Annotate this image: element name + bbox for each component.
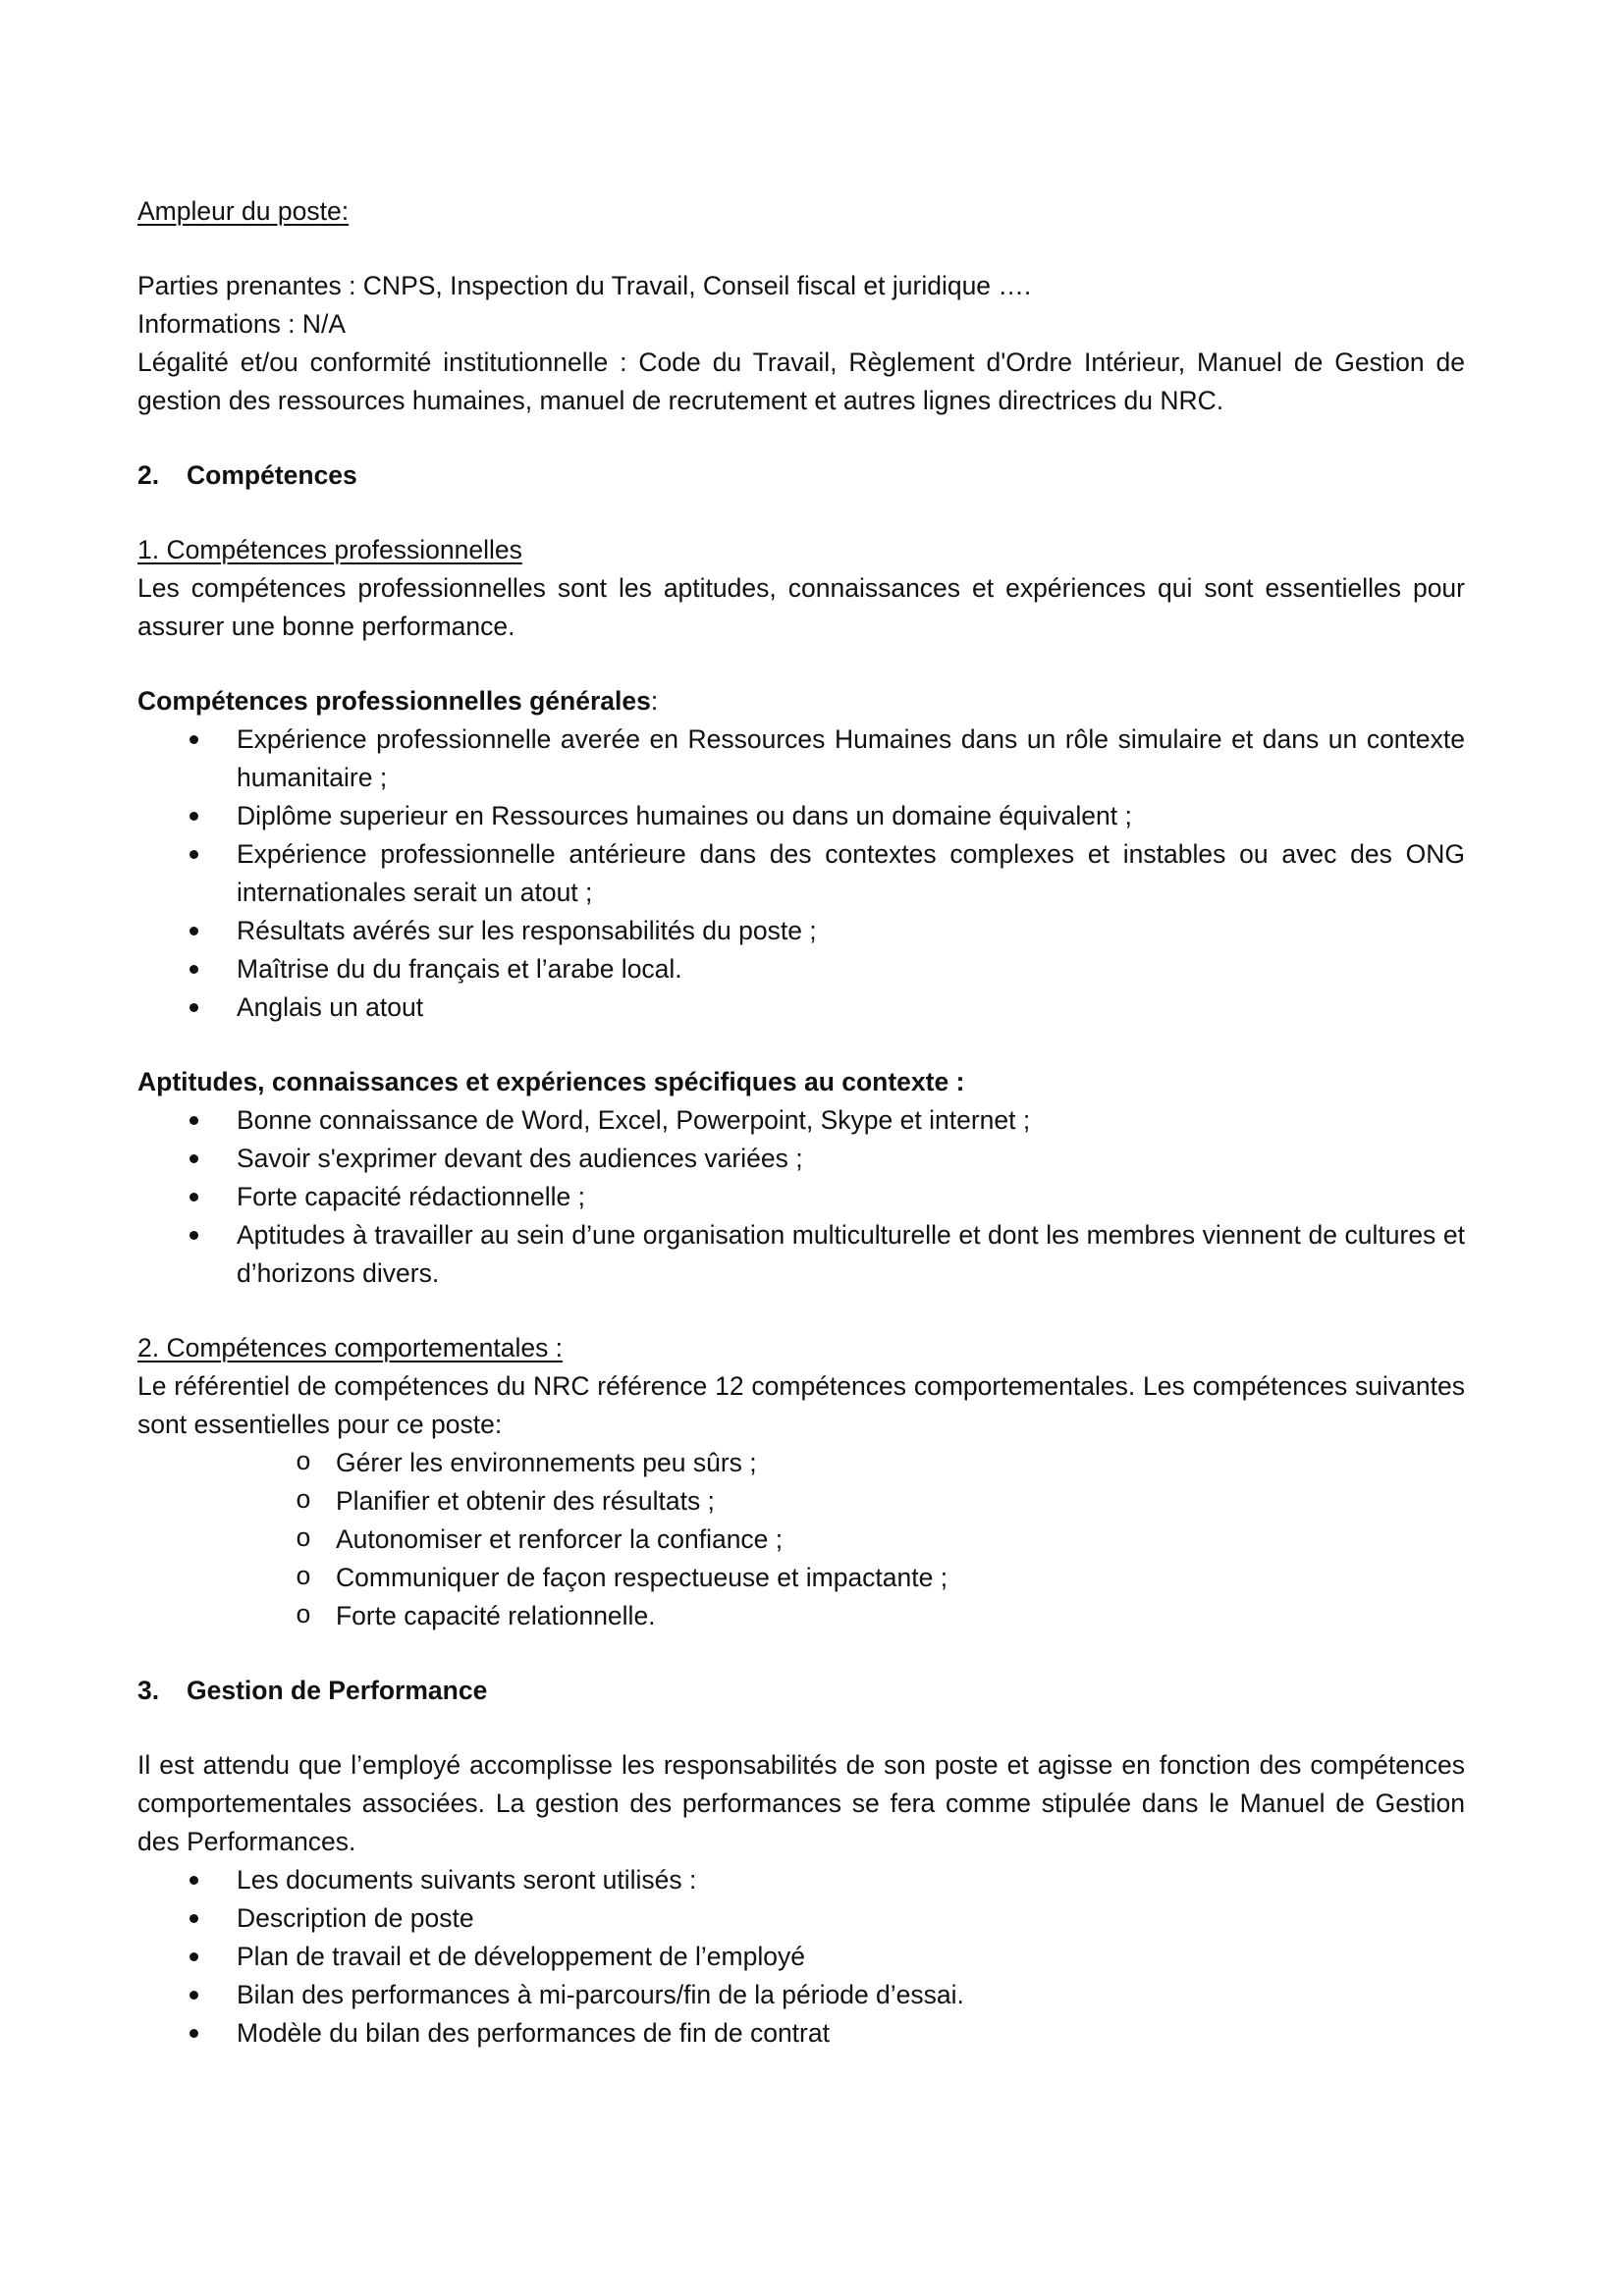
bullet-icon xyxy=(189,1003,198,1012)
list-item-text: Anglais un atout xyxy=(237,992,424,1022)
list-item-text: Forte capacité relationnelle. xyxy=(336,1601,656,1630)
specific-competences-label: Aptitudes, connaissances et expériences spécifiques au contexte : xyxy=(137,1067,965,1096)
behavioural-competences-heading: 2. Compétences comportementales : xyxy=(137,1333,564,1362)
bullet-icon xyxy=(189,1952,198,1961)
list-item xyxy=(137,1899,1465,1938)
bullet-icon xyxy=(189,735,198,744)
spacer xyxy=(137,646,1465,682)
list-item xyxy=(137,2014,1465,2053)
section-2-number: 2. xyxy=(137,460,160,490)
general-competences-label-text: Compétences professionnelles générales xyxy=(137,686,651,716)
general-competences-colon: : xyxy=(650,686,659,716)
list-item xyxy=(137,1482,1465,1521)
list-item xyxy=(137,797,1465,835)
list-item-text: Expérience professionnelle antérieure dans des contextes complexes et instables ou avec des ONG internationales serait un atout ; xyxy=(237,839,1465,907)
list-item xyxy=(137,1938,1465,1976)
list-item-text: Aptitudes à travailler au sein d’une organisation multiculturelle et dont les membres viennent de cultures et d’horizons divers. xyxy=(237,1220,1465,1288)
bullet-icon xyxy=(189,1914,198,1923)
list-item-text: Savoir s'exprimer devant des audiences variées ; xyxy=(237,1144,803,1173)
behavioural-competences-intro: Le référentiel de compétences du NRC référence 12 compétences comportementales. Les compétences suivantes sont essentielles pour ce poste: xyxy=(137,1371,1465,1439)
list-item-text: Communiquer de façon respectueuse et impactante ; xyxy=(336,1563,948,1592)
spacer xyxy=(137,1027,1465,1063)
bullet-icon xyxy=(189,1231,198,1240)
bullet-icon xyxy=(189,927,198,935)
circle-bullet-icon: o xyxy=(296,1563,311,1592)
circle-bullet-icon: o xyxy=(296,1524,311,1554)
spacer xyxy=(137,1635,1465,1672)
section-2-heading xyxy=(137,456,1465,495)
section-3-number: 3. xyxy=(137,1676,160,1705)
spacer xyxy=(137,495,1465,531)
circle-bullet-icon: o xyxy=(296,1601,311,1630)
professional-competences-heading: 1. Compétences professionnelles xyxy=(137,535,522,564)
list-item xyxy=(137,835,1465,912)
list-item-text: Diplôme superieur en Ressources humaines ou dans un domaine équivalent ; xyxy=(237,801,1132,830)
bullet-icon xyxy=(189,1154,198,1163)
scope-line-information: Informations : N/A xyxy=(137,309,347,339)
bullet-icon xyxy=(189,1876,198,1885)
list-item xyxy=(137,1861,1465,1899)
list-item-text: Résultats avérés sur les responsabilités du poste ; xyxy=(237,916,817,945)
performance-documents-list xyxy=(137,1861,1465,2053)
document-page xyxy=(137,192,1465,2053)
scope-line-stakeholders: Parties prenantes : CNPS, Inspection du Travail, Conseil fiscal et juridique …. xyxy=(137,271,1032,300)
section-3-title: Gestion de Performance xyxy=(187,1676,488,1705)
circle-bullet-icon: o xyxy=(296,1448,311,1477)
list-item xyxy=(137,1521,1465,1559)
scope-heading: Ampleur du poste: xyxy=(137,196,350,226)
list-item xyxy=(137,1559,1465,1597)
list-item xyxy=(137,950,1465,988)
bullet-icon xyxy=(189,1193,198,1201)
performance-intro: Il est attendu que l’employé accomplisse les responsabilités de son poste et agisse en fonction des compétences comportementales associées. La gestion des performances se fera comme stipulée dans le Manuel de Gestion des Performances. xyxy=(137,1750,1465,1856)
spacer xyxy=(137,1293,1465,1329)
general-competences-list xyxy=(137,721,1465,1027)
list-item xyxy=(137,1178,1465,1216)
list-item-text: Planifier et obtenir des résultats ; xyxy=(336,1486,715,1516)
bullet-icon xyxy=(189,850,198,859)
spacer xyxy=(137,231,1465,267)
bullet-icon xyxy=(189,2029,198,2038)
section-3-heading xyxy=(137,1672,1465,1710)
bullet-icon xyxy=(189,965,198,974)
circle-bullet-icon: o xyxy=(296,1486,311,1516)
list-item-text: Bonne connaissance de Word, Excel, Powerpoint, Skype et internet ; xyxy=(237,1105,1031,1135)
list-item xyxy=(137,1444,1465,1482)
list-item xyxy=(137,912,1465,950)
list-item-text: Description de poste xyxy=(237,1903,474,1933)
list-item xyxy=(137,988,1465,1027)
list-item xyxy=(137,721,1465,797)
list-item-text: Maîtrise du du français et l’arabe local. xyxy=(237,954,682,984)
list-item xyxy=(137,1140,1465,1178)
behavioural-competences-list xyxy=(137,1444,1465,1635)
bullet-icon xyxy=(189,812,198,821)
professional-competences-intro: Les compétences professionnelles sont les aptitudes, connaissances et expériences qui sont essentielles pour assurer une bonne performance. xyxy=(137,573,1465,641)
list-item-text: Autonomiser et renforcer la confiance ; xyxy=(336,1524,784,1554)
list-item-text: Bilan des performances à mi-parcours/fin de la période d’essai. xyxy=(237,1980,964,2009)
bullet-icon xyxy=(189,1991,198,2000)
list-item xyxy=(137,1976,1465,2014)
bullet-icon xyxy=(189,1116,198,1125)
section-2-title: Compétences xyxy=(187,460,357,490)
list-item-text: Forte capacité rédactionnelle ; xyxy=(237,1182,586,1211)
spacer xyxy=(137,420,1465,456)
general-competences-label xyxy=(137,682,1465,721)
list-item-text: Plan de travail et de développement de l’employé xyxy=(237,1942,805,1971)
list-item xyxy=(137,1101,1465,1140)
list-item-text: Gérer les environnements peu sûrs ; xyxy=(336,1448,757,1477)
list-item xyxy=(137,1216,1465,1293)
list-item-text: Expérience professionnelle averée en Ressources Humaines dans un rôle simulaire et dans un contexte humanitaire ; xyxy=(237,724,1465,792)
scope-line-legality: Légalité et/ou conformité institutionnelle : Code du Travail, Règlement d'Ordre Intérieur, Manuel de Gestion de gestion des ressources humaines, manuel de recrutement et autres lignes directrices du NRC. xyxy=(137,347,1465,415)
list-item xyxy=(137,1597,1465,1635)
spacer xyxy=(137,1710,1465,1746)
list-item-text: Les documents suivants seront utilisés : xyxy=(237,1865,697,1895)
list-item-text: Modèle du bilan des performances de fin de contrat xyxy=(237,2018,830,2048)
specific-competences-list xyxy=(137,1101,1465,1293)
